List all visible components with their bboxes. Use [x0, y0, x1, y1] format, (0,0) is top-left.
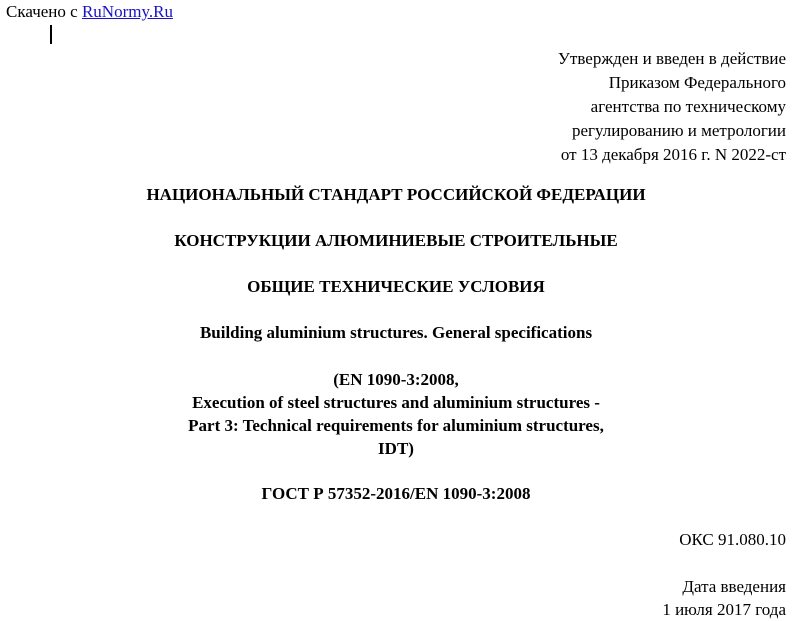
- introduction-date-value: 1 июля 2017 года: [662, 600, 786, 619]
- approval-line-4: регулированию и метрологии: [571, 121, 786, 140]
- approval-line-3: агентства по техническому: [590, 97, 786, 116]
- oks-code: ОКС 91.080.10: [679, 530, 786, 549]
- runormy-link[interactable]: RuNormy.Ru: [81, 2, 173, 21]
- approval-line-5: от 13 декабря 2016 г. N 2022-ст: [560, 145, 786, 164]
- approval-line-1: Утвержден и введен в действие: [557, 49, 786, 68]
- text-cursor: [50, 25, 52, 44]
- approval-block: [558, 47, 786, 167]
- en-reference-block: [0, 368, 792, 460]
- introduction-date-label: Дата введения: [682, 577, 786, 596]
- conditions-title: ОБЩИЕ ТЕХНИЧЕСКИЕ УСЛОВИЯ: [247, 277, 545, 296]
- approval-line-2: Приказом Федерального: [608, 73, 786, 92]
- gost-designation: ГОСТ Р 57352-2016/EN 1090-3:2008: [261, 484, 531, 503]
- english-title: Building aluminium structures. General specifications: [199, 323, 593, 342]
- source-line: [6, 2, 173, 22]
- introduction-date-block: [662, 575, 786, 621]
- national-standard-title: НАЦИОНАЛЬНЫЙ СТАНДАРТ РОССИЙСКОЙ ФЕДЕРАЦИИ: [146, 185, 646, 204]
- en-reference-line-3: Part 3: Technical requirements for aluminium structures,: [188, 416, 604, 435]
- en-reference-line-2: Execution of steel structures and aluminium structures -: [192, 393, 600, 412]
- en-reference-line-1: (EN 1090-3:2008,: [333, 370, 459, 389]
- en-reference-line-4: IDT): [378, 439, 414, 458]
- structures-title: КОНСТРУКЦИИ АЛЮМИНИЕВЫЕ СТРОИТЕЛЬНЫЕ: [174, 231, 618, 250]
- source-prefix: Скачено с: [6, 2, 78, 21]
